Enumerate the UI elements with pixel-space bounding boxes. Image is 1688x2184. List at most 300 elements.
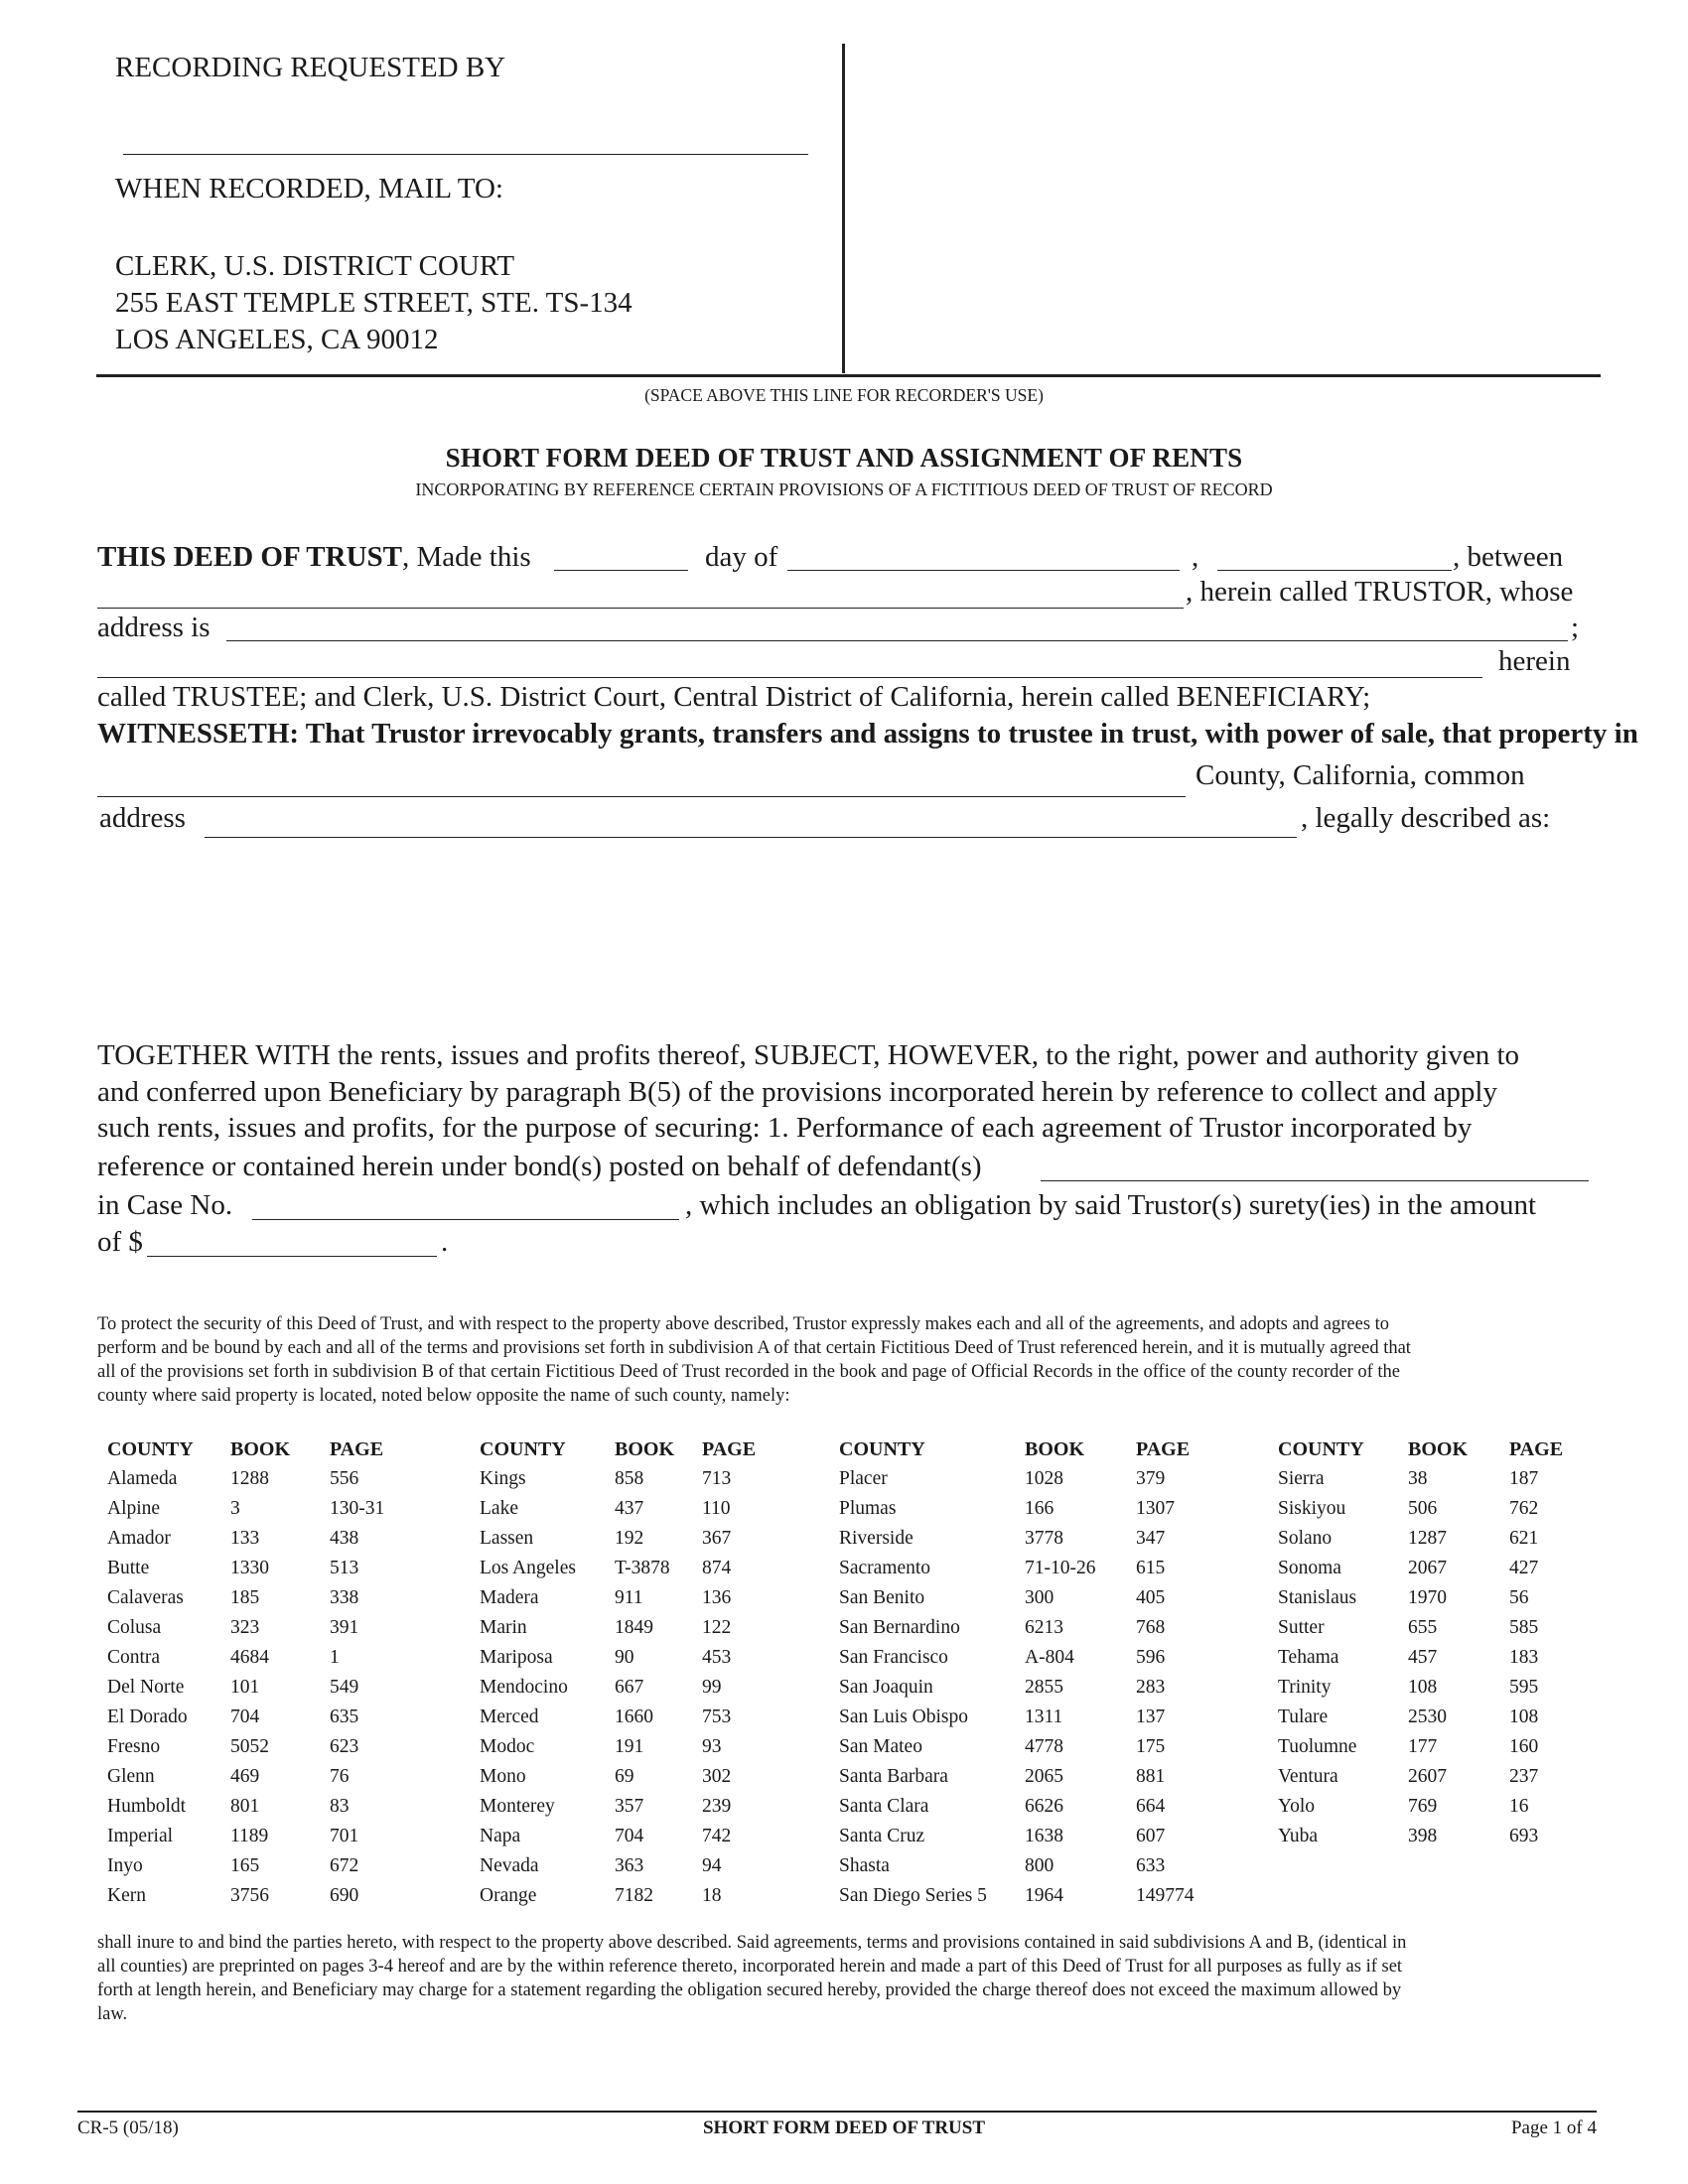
county-table [107, 1434, 429, 1911]
book-number: 357 [615, 1796, 644, 1817]
page-number-cell: 160 [1509, 1736, 1539, 1757]
county-row [107, 1613, 429, 1643]
page-number-cell: 881 [1136, 1766, 1166, 1787]
address-is-label: address is [97, 612, 211, 643]
book-number: 363 [615, 1855, 644, 1876]
county-row [1278, 1703, 1599, 1732]
protect-line-3: all of the provisions set forth in subdivision B of that certain Fictitious Deed of Trust recorded in the book and page of Official Records in the office of the county recorder of the [97, 1362, 1400, 1382]
county-row [1278, 1554, 1599, 1583]
together-line-2: and conferred upon Beneficiary by paragraph B(5) of the provisions incorporated herein by reference to collect and apply [97, 1075, 1497, 1108]
page-number-cell: 94 [702, 1855, 722, 1876]
county-name: El Dorado [107, 1706, 188, 1727]
county-table [480, 1434, 801, 1911]
page-number-cell: 621 [1509, 1528, 1539, 1549]
county-table-header [480, 1434, 801, 1464]
book-number: 1638 [1025, 1826, 1063, 1846]
county-row [480, 1464, 801, 1494]
month-field[interactable] [787, 570, 1180, 571]
county-name: San Francisco [839, 1647, 948, 1668]
amount-field[interactable] [147, 1256, 437, 1257]
page-number-cell: 76 [330, 1766, 350, 1787]
page-number-cell: 83 [330, 1796, 350, 1817]
case-no-label: in Case No. [97, 1189, 233, 1221]
county-rows [480, 1464, 801, 1911]
book-number: 1189 [230, 1826, 269, 1846]
county-rows [1278, 1464, 1599, 1851]
book-number: 4684 [230, 1647, 269, 1668]
county-row [1278, 1464, 1599, 1494]
book-number: 2607 [1408, 1766, 1447, 1787]
page-number-cell: 701 [330, 1826, 359, 1846]
form-id: CR-5 (05/18) [77, 2117, 179, 2138]
county-row [839, 1673, 1235, 1703]
page-number-cell: 338 [330, 1587, 359, 1608]
county-name: Colusa [107, 1617, 162, 1638]
county-name: Modoc [480, 1736, 535, 1757]
page-number-cell: 347 [1136, 1528, 1166, 1549]
page-header: PAGE [1136, 1437, 1191, 1460]
county-row [839, 1643, 1235, 1673]
page-number-cell: 93 [702, 1736, 722, 1757]
book-number: 801 [230, 1796, 260, 1817]
book-number: 185 [230, 1587, 260, 1608]
county-name: Mariposa [480, 1647, 553, 1668]
page-number-cell: 672 [330, 1855, 359, 1876]
county-row [107, 1524, 429, 1554]
county-row [1278, 1613, 1599, 1643]
footer-rule [77, 2111, 1597, 2113]
county-table-header [107, 1434, 429, 1464]
county-name: Riverside [839, 1528, 914, 1549]
book-number: 1287 [1408, 1528, 1447, 1549]
book-number: 133 [230, 1528, 260, 1549]
county-name: Ventura [1278, 1766, 1338, 1787]
county-table [839, 1434, 1235, 1911]
county-row [107, 1554, 429, 1583]
mail-to-address-line-3: LOS ANGELES, CA 90012 [115, 324, 439, 355]
book-header: BOOK [230, 1437, 291, 1460]
county-name: Lassen [480, 1528, 534, 1549]
recorder-space-rule [96, 374, 1601, 377]
book-number: 655 [1408, 1617, 1438, 1638]
county-row [480, 1583, 801, 1613]
county-name: Solano [1278, 1528, 1333, 1549]
county-field[interactable] [97, 796, 1186, 797]
page-number-cell: 585 [1509, 1617, 1539, 1638]
page-number-cell: 136 [702, 1587, 732, 1608]
book-number: 506 [1408, 1498, 1438, 1519]
page-number-cell: 874 [702, 1558, 732, 1578]
page-header: PAGE [1509, 1437, 1564, 1460]
page-number-cell: 762 [1509, 1498, 1539, 1519]
county-row [107, 1851, 429, 1881]
address-label: address [99, 802, 186, 834]
county-header: COUNTY [107, 1437, 194, 1460]
book-number: 5052 [230, 1736, 269, 1757]
county-name: Mono [480, 1766, 526, 1787]
county-name: San Bernardino [839, 1617, 960, 1638]
inure-line-2: all counties) are preprinted on pages 3-4 hereof and are by the within reference thereto, incorporated herein and made a part of this Deed of Trust for all purposes as fully as if set [97, 1957, 1403, 1977]
county-row [1278, 1822, 1599, 1851]
page-number-cell: 1 [330, 1647, 340, 1668]
amount-label: of $ [97, 1226, 143, 1258]
page-number-cell: 615 [1136, 1558, 1166, 1578]
book-number: 6626 [1025, 1796, 1063, 1817]
book-number: 1028 [1025, 1468, 1063, 1489]
page-number-cell: 635 [330, 1706, 359, 1727]
county-row [480, 1881, 801, 1911]
witnesseth-line [97, 716, 1638, 751]
obligation-text: , which includes an obligation by said Trustor(s) surety(ies) in the amount [685, 1189, 1537, 1221]
county-name: Napa [480, 1826, 521, 1846]
between-label: , between [1453, 541, 1564, 573]
page-number-cell: 607 [1136, 1826, 1166, 1846]
amount-period: . [441, 1226, 449, 1258]
book-number: 90 [615, 1647, 634, 1668]
county-name: Glenn [107, 1766, 155, 1787]
book-number: 177 [1408, 1736, 1438, 1757]
book-number: 1288 [230, 1468, 269, 1489]
book-number: 704 [230, 1706, 260, 1727]
county-row [839, 1554, 1235, 1583]
recorder-space-divider [842, 44, 845, 373]
county-header: COUNTY [839, 1437, 925, 1460]
county-name: Tulare [1278, 1706, 1329, 1727]
page-number-cell: 130-31 [330, 1498, 385, 1519]
county-row [107, 1762, 429, 1792]
book-number: 3756 [230, 1885, 269, 1906]
county-name: Santa Clara [839, 1796, 929, 1817]
book-number: 6213 [1025, 1617, 1063, 1638]
book-number: T-3878 [615, 1558, 670, 1578]
footer-title: SHORT FORM DEED OF TRUST [702, 2117, 986, 2138]
county-name: Kern [107, 1885, 146, 1906]
book-number: 101 [230, 1677, 260, 1698]
day-field[interactable] [554, 570, 688, 571]
book-number: 7182 [615, 1885, 653, 1906]
county-row [1278, 1524, 1599, 1554]
page-number-cell: 556 [330, 1468, 359, 1489]
page-number-cell: 713 [702, 1468, 732, 1489]
page-header: PAGE [702, 1437, 757, 1460]
book-number: 457 [1408, 1647, 1438, 1668]
county-name: San Luis Obispo [839, 1706, 969, 1727]
county-row [480, 1643, 801, 1673]
book-header: BOOK [1025, 1437, 1085, 1460]
page-number-cell: 108 [1509, 1706, 1539, 1727]
page-number-cell: 239 [702, 1796, 732, 1817]
deed-intro [97, 539, 531, 575]
protect-line-4: county where said property is located, noted below opposite the name of such county, namely: [97, 1386, 790, 1406]
page-number-cell: 427 [1509, 1558, 1539, 1578]
county-name: Santa Barbara [839, 1766, 948, 1787]
page-number-cell: 549 [330, 1677, 359, 1698]
page-number-cell: 183 [1509, 1647, 1539, 1668]
book-number: 69 [615, 1766, 634, 1787]
page-number-cell: 56 [1509, 1587, 1529, 1608]
page-number-cell: 438 [330, 1528, 359, 1549]
protect-paragraph [97, 1312, 1607, 1408]
trustor-address-field[interactable] [226, 640, 1568, 641]
county-name: Placer [839, 1468, 888, 1489]
county-row [1278, 1583, 1599, 1613]
county-name: Lake [480, 1498, 518, 1519]
county-table-col-2 [480, 1434, 801, 1911]
county-row [839, 1881, 1235, 1911]
page-number-cell: 623 [330, 1736, 359, 1757]
book-number: 1970 [1408, 1587, 1447, 1608]
county-header: COUNTY [1278, 1437, 1364, 1460]
county-row [107, 1732, 429, 1762]
book-number: 323 [230, 1617, 260, 1638]
trustee-name-field[interactable] [97, 677, 1482, 678]
page-number-cell: 1307 [1136, 1498, 1175, 1519]
protect-line-1: To protect the security of this Deed of Trust, and with respect to the property above described, Trustor expressly makes each and all of the agreements, and adopts and agrees to [97, 1314, 1390, 1334]
county-row [480, 1494, 801, 1524]
page-number-cell: 122 [702, 1617, 732, 1638]
county-name: Alameda [107, 1468, 178, 1489]
county-row [480, 1613, 801, 1643]
page-number-cell: 16 [1509, 1796, 1529, 1817]
county-row [107, 1792, 429, 1822]
county-header: COUNTY [480, 1437, 566, 1460]
county-name: Santa Cruz [839, 1826, 925, 1846]
together-line-3: such rents, issues and profits, for the purpose of securing: 1. Performance of each agreement of Trustor incorporated by [97, 1112, 1473, 1144]
book-number: 1660 [615, 1706, 653, 1727]
county-table-col-1 [107, 1434, 429, 1911]
county-row [107, 1583, 429, 1613]
county-table-header [839, 1434, 1235, 1464]
county-name: Yuba [1278, 1826, 1319, 1846]
recorder-use-note: (SPACE ABOVE THIS LINE FOR RECORDER'S USE) [644, 385, 1044, 405]
recording-requested-line[interactable] [123, 154, 808, 155]
shall-inure-paragraph [97, 1931, 1607, 2026]
page-number-cell: 633 [1136, 1855, 1166, 1876]
book-number: 1330 [230, 1558, 269, 1578]
book-number: 300 [1025, 1587, 1055, 1608]
book-number: 4778 [1025, 1736, 1063, 1757]
county-row [480, 1524, 801, 1554]
county-row [839, 1703, 1235, 1732]
page-number-cell: 283 [1136, 1677, 1166, 1698]
page-number-cell: 742 [702, 1826, 732, 1846]
form-subtitle: INCORPORATING BY REFERENCE CERTAIN PROVISIONS OF A FICTITIOUS DEED OF TRUST OF RECORD [415, 479, 1273, 499]
county-row [1278, 1673, 1599, 1703]
county-row [480, 1762, 801, 1792]
book-number: 1849 [615, 1617, 653, 1638]
inure-line-3: forth at length herein, and Beneficiary may charge for a statement regarding the obligation secured hereby, provided the charge thereof does not exceed the maximum allowed by [97, 1980, 1402, 2000]
county-row [107, 1673, 429, 1703]
page-number-cell: 513 [330, 1558, 359, 1578]
county-row [839, 1464, 1235, 1494]
county-row [107, 1822, 429, 1851]
page-number-cell: 18 [702, 1885, 722, 1906]
county-name: Marin [480, 1617, 527, 1638]
book-number: 165 [230, 1855, 260, 1876]
county-row [480, 1673, 801, 1703]
county-name: Monterey [480, 1796, 555, 1817]
book-header: BOOK [1408, 1437, 1469, 1460]
county-name: Madera [480, 1587, 539, 1608]
county-row [839, 1613, 1235, 1643]
property-address-field[interactable] [205, 837, 1297, 838]
county-row [480, 1822, 801, 1851]
county-name: Contra [107, 1647, 161, 1668]
page-number-cell: 693 [1509, 1826, 1539, 1846]
page-number-cell: 187 [1509, 1468, 1539, 1489]
book-number: 800 [1025, 1855, 1055, 1876]
county-name: San Mateo [839, 1736, 922, 1757]
county-name: Del Norte [107, 1677, 185, 1698]
page-number-cell: 453 [702, 1647, 732, 1668]
county-name: Siskiyou [1278, 1498, 1346, 1519]
trustor-name-field[interactable] [97, 608, 1184, 609]
county-name: Calaveras [107, 1587, 184, 1608]
county-rows [107, 1464, 429, 1911]
county-row [1278, 1732, 1599, 1762]
called-trustee-text: called TRUSTEE; and Clerk, U.S. District Court, Central District of California, herein called BENEFICIARY; [97, 681, 1371, 713]
page-number-cell: 175 [1136, 1736, 1166, 1757]
deed-lead: THIS DEED OF TRUST [97, 541, 403, 573]
page-number-cell: 302 [702, 1766, 732, 1787]
address-semicolon: ; [1571, 612, 1580, 643]
county-name: Orange [480, 1885, 537, 1906]
case-number-field[interactable] [252, 1219, 679, 1220]
county-name: Trinity [1278, 1677, 1332, 1698]
together-with-paragraph [97, 1037, 1607, 1147]
book-number: 769 [1408, 1796, 1438, 1817]
county-row [107, 1881, 429, 1911]
county-name: San Diego Series 5 [839, 1885, 987, 1906]
trustor-label: , herein called TRUSTOR, whose [1186, 576, 1574, 608]
county-row [839, 1732, 1235, 1762]
defendant-field[interactable] [1041, 1180, 1589, 1181]
county-rows [839, 1464, 1235, 1911]
year-field[interactable] [1217, 570, 1452, 571]
county-name: Alpine [107, 1498, 161, 1519]
book-number: 108 [1408, 1677, 1438, 1698]
witnesseth-text: : That Trustor irrevocably grants, transfers and assigns to trustee in trust, with power of sale, that property in [289, 718, 1638, 750]
when-recorded-label: WHEN RECORDED, MAIL TO: [115, 173, 503, 205]
county-row [107, 1643, 429, 1673]
county-row [839, 1851, 1235, 1881]
page-number-cell: 596 [1136, 1647, 1166, 1668]
herein-label: herein [1498, 645, 1571, 677]
county-name: Sutter [1278, 1617, 1325, 1638]
page-number-cell: 367 [702, 1528, 732, 1549]
county-name: Merced [480, 1706, 539, 1727]
date-comma: , [1192, 541, 1199, 573]
page-number-cell: 690 [330, 1885, 359, 1906]
page-number-cell: 391 [330, 1617, 359, 1638]
county-row [480, 1792, 801, 1822]
county-row [1278, 1792, 1599, 1822]
county-name: Butte [107, 1558, 150, 1578]
county-row [839, 1583, 1235, 1613]
book-number: 71-10-26 [1025, 1558, 1096, 1578]
county-name: Inyo [107, 1855, 143, 1876]
county-name: Sonoma [1278, 1558, 1341, 1578]
witnesseth-lead: WITNESSETH [97, 718, 290, 750]
county-row [839, 1494, 1235, 1524]
book-number: 2065 [1025, 1766, 1063, 1787]
page-number-cell: 595 [1509, 1677, 1539, 1698]
county-row [839, 1524, 1235, 1554]
book-number: 3 [230, 1498, 240, 1519]
legally-described-label: , legally described as: [1301, 802, 1551, 834]
book-header: BOOK [615, 1437, 675, 1460]
page-number-cell: 379 [1136, 1468, 1166, 1489]
county-name: Stanislaus [1278, 1587, 1357, 1608]
county-row [839, 1822, 1235, 1851]
county-table-header [1278, 1434, 1599, 1464]
legal-description-area[interactable] [97, 852, 1587, 1030]
county-row [1278, 1643, 1599, 1673]
book-number: 3778 [1025, 1528, 1063, 1549]
county-row [839, 1792, 1235, 1822]
book-number: 704 [615, 1826, 644, 1846]
book-number: 437 [615, 1498, 644, 1519]
book-number: 38 [1408, 1468, 1428, 1489]
page-number-cell: 237 [1509, 1766, 1539, 1787]
county-table-col-3 [839, 1434, 1235, 1911]
page-number-cell: 137 [1136, 1706, 1166, 1727]
county-name: Nevada [480, 1855, 539, 1876]
county-name: Plumas [839, 1498, 897, 1519]
county-name: Sacramento [839, 1558, 931, 1578]
day-of-label: day of [705, 541, 778, 573]
form-title: SHORT FORM DEED OF TRUST AND ASSIGNMENT OF RENTS [445, 443, 1243, 473]
county-name: Amador [107, 1528, 171, 1549]
mail-to-address-line-2: 255 EAST TEMPLE STREET, STE. TS-134 [115, 287, 633, 319]
county-name: Tuolumne [1278, 1736, 1357, 1757]
page-number: Page 1 of 4 [1510, 2117, 1597, 2138]
book-number: 858 [615, 1468, 644, 1489]
book-number: 166 [1025, 1498, 1055, 1519]
county-name: Humboldt [107, 1796, 187, 1817]
county-name: San Benito [839, 1587, 925, 1608]
county-table-col-4 [1278, 1434, 1599, 1851]
recording-requested-label: RECORDING REQUESTED BY [115, 52, 506, 83]
county-row [1278, 1494, 1599, 1524]
county-row [107, 1464, 429, 1494]
mail-to-address-line-1: CLERK, U.S. DISTRICT COURT [115, 250, 515, 282]
county-row [480, 1703, 801, 1732]
page-number-cell: 99 [702, 1677, 722, 1698]
inure-line-4: law. [97, 2004, 128, 2024]
county-name: Imperial [107, 1826, 174, 1846]
page-number-cell: 110 [702, 1498, 731, 1519]
book-number: 191 [615, 1736, 644, 1757]
county-row [107, 1703, 429, 1732]
county-name: San Joaquin [839, 1677, 933, 1698]
county-common-label: County, California, common [1196, 759, 1525, 791]
county-name: Sierra [1278, 1468, 1325, 1489]
county-name: Kings [480, 1468, 526, 1489]
book-number: 2067 [1408, 1558, 1447, 1578]
county-name: Los Angeles [480, 1558, 576, 1578]
county-row [107, 1494, 429, 1524]
book-number: 398 [1408, 1826, 1438, 1846]
made-this-text: , Made this [402, 541, 531, 573]
page-number-cell: 405 [1136, 1587, 1166, 1608]
county-row [1278, 1762, 1599, 1792]
county-table [1278, 1434, 1599, 1851]
page-number-cell: 753 [702, 1706, 732, 1727]
county-name: Shasta [839, 1855, 890, 1876]
book-number: 469 [230, 1766, 260, 1787]
page-number-cell: 149774 [1136, 1885, 1195, 1906]
